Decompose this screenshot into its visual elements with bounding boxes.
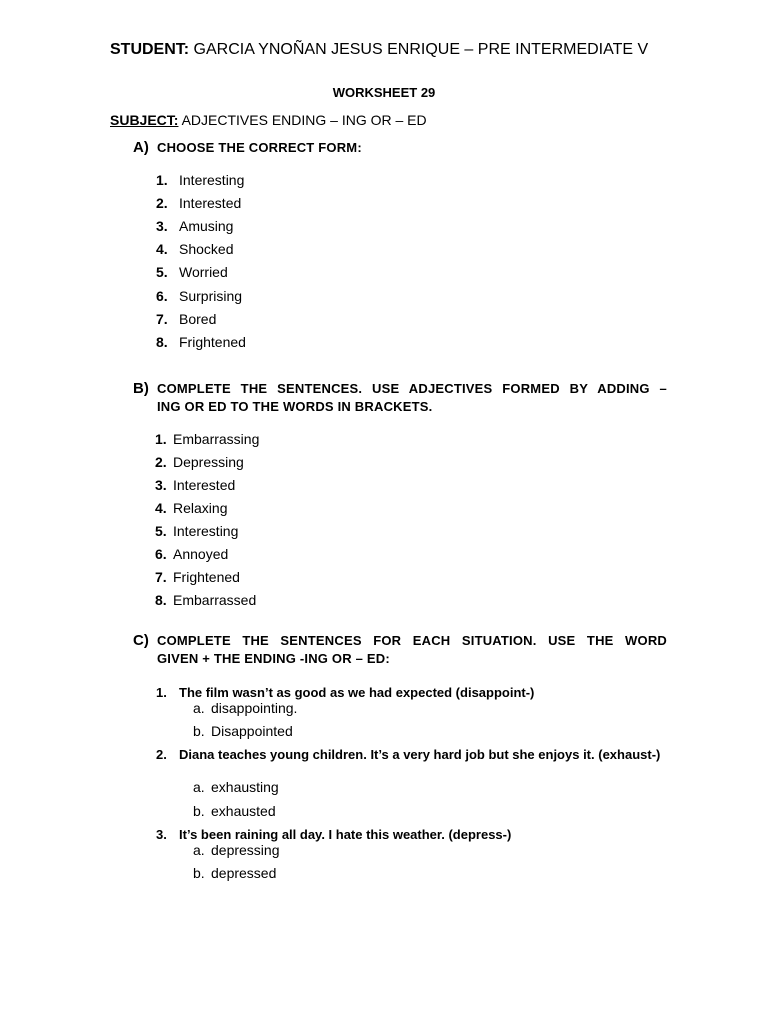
option-letter: a.: [193, 842, 205, 858]
question-1: [156, 684, 667, 701]
option-letter: a.: [193, 779, 205, 795]
option-text: depressing: [211, 842, 280, 858]
item-answer: Depressing: [173, 454, 244, 470]
section-b-heading-line1: COMPLETE THE SENTENCES. USE ADJECTIVES FORMED BY ADDING –: [157, 381, 667, 396]
answer-option: [193, 700, 297, 716]
student-line: [110, 41, 648, 59]
answer-option: [193, 723, 293, 739]
item-number: 1.: [156, 172, 168, 188]
subject-line: [110, 112, 427, 128]
question-text: The film wasn’t as good as we had expected (disappoint-): [179, 685, 535, 700]
item-number: 1.: [155, 431, 167, 447]
section-c-letter: C): [133, 632, 149, 649]
item-number: 5.: [156, 264, 168, 281]
worksheet-title: WORKSHEET 29: [332, 85, 436, 100]
student-label: STUDENT:: [110, 41, 190, 58]
item-number: 3.: [156, 218, 168, 235]
question-number: 2.: [156, 747, 167, 762]
section-c-heading-line1: COMPLETE THE SENTENCES FOR EACH SITUATION. USE THE WORD: [157, 633, 667, 648]
answer-option: [193, 842, 280, 858]
option-letter: b.: [193, 723, 205, 739]
question-text: It’s been raining all day. I hate this weather. (depress-): [179, 827, 512, 842]
question-2: [156, 746, 667, 763]
answer-option: [193, 803, 276, 819]
subject-value: ADJECTIVES ENDING – ING OR – ED: [178, 112, 427, 128]
item-answer: Surprising: [179, 287, 243, 304]
item-answer: Worried: [179, 264, 228, 281]
item-number: 4.: [156, 241, 168, 258]
subject-label: SUBJECT:: [110, 112, 179, 128]
item-answer: Embarrassing: [173, 431, 260, 447]
item-number: 8.: [155, 592, 167, 608]
item-number: 6.: [156, 287, 168, 304]
student-name: GARCIA YNOÑAN JESUS ENRIQUE – PRE INTERMEDIATE V: [189, 41, 649, 58]
item-answer: Embarrassed: [173, 592, 257, 608]
option-text: exhausting: [211, 779, 279, 795]
item-answer: Frightened: [179, 333, 246, 350]
option-text: depressed: [211, 865, 277, 881]
item-number: 3.: [155, 477, 167, 493]
item-answer: Annoyed: [173, 546, 229, 562]
item-answer: Frightened: [173, 569, 240, 585]
item-number: 5.: [155, 523, 167, 539]
section-a-heading: CHOOSE THE CORRECT FORM:: [157, 140, 362, 155]
question-text: Diana teaches young children. It’s a very hard job but she enjoys it. (exhaust-): [179, 747, 661, 762]
item-answer: Relaxing: [173, 500, 228, 516]
question-number: 1.: [156, 685, 167, 700]
item-number: 8.: [156, 333, 168, 350]
option-text: disappointing.: [211, 700, 298, 716]
item-number: 4.: [155, 500, 167, 516]
section-a-letter: A): [133, 139, 149, 156]
item-answer: Shocked: [179, 241, 234, 258]
option-letter: b.: [193, 865, 205, 881]
option-text: exhausted: [211, 803, 276, 819]
item-number: 6.: [155, 546, 167, 562]
item-number: 2.: [155, 454, 167, 470]
section-b-heading-line2: ING OR ED TO THE WORDS IN BRACKETS.: [157, 399, 433, 414]
option-text: Disappointed: [211, 723, 293, 739]
section-c-heading-line2: GIVEN + THE ENDING -ING OR – ED:: [157, 651, 390, 666]
item-number: 7.: [155, 569, 167, 585]
question-number: 3.: [156, 827, 167, 842]
item-answer: Interested: [179, 195, 242, 212]
item-answer: Interesting: [173, 523, 239, 539]
section-b-letter: B): [133, 380, 149, 397]
item-answer: Amusing: [179, 218, 234, 235]
option-letter: b.: [193, 803, 205, 819]
item-number: 7.: [156, 310, 168, 327]
item-answer: Bored: [179, 310, 217, 327]
answer-option: [193, 865, 276, 881]
option-letter: a.: [193, 700, 205, 716]
item-answer: Interesting: [179, 172, 245, 188]
answer-option: [193, 779, 279, 795]
item-number: 2.: [156, 195, 168, 212]
item-answer: Interested: [173, 477, 236, 493]
question-3: [156, 826, 667, 843]
